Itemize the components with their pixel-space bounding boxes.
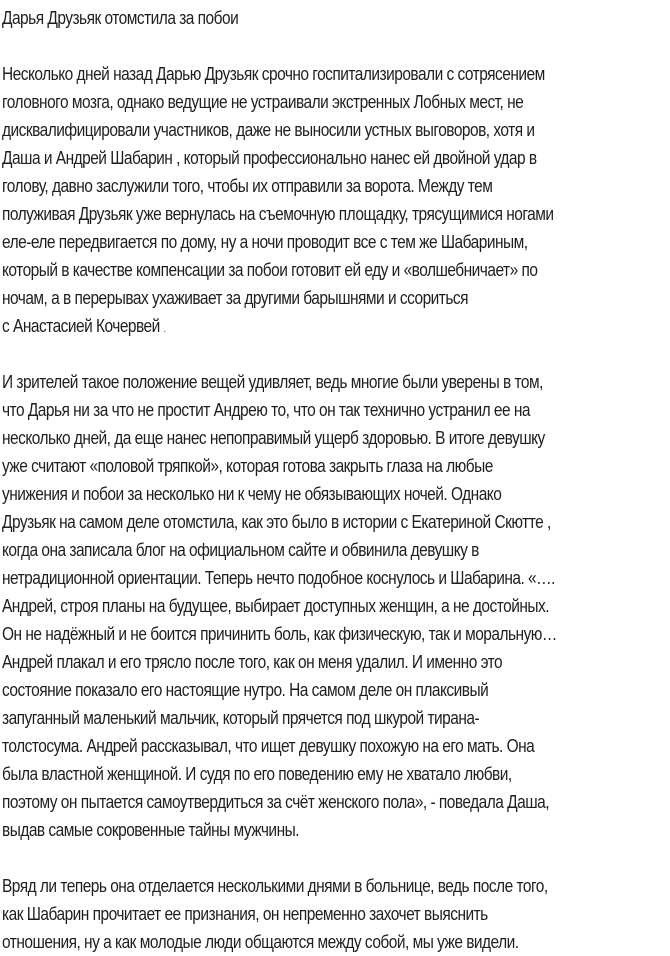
paragraph-line: когда она записала блог на официальном сайте и обвинила девушку в bbox=[2, 540, 479, 560]
paragraph-line: который в качестве компенсации за побои готовит ей еду и «волшебничает» по bbox=[2, 260, 538, 280]
paragraph-line-last bbox=[2, 312, 576, 340]
paragraph-2 bbox=[2, 368, 670, 844]
article bbox=[2, 0, 670, 956]
paragraph-line: полуживая Друзьяк уже вернулась на съемочную площадку, трясущимися ногами bbox=[2, 204, 554, 224]
paragraph-3 bbox=[2, 872, 670, 956]
paragraph-line: Андрей плакал и его трясло после того, как он меня удалил. И именно это bbox=[2, 652, 503, 672]
paragraph-line: поэтому он пытается самоутвердиться за счёт женского пола», - поведала Даша, bbox=[2, 792, 550, 812]
paragraph-line: что Дарья ни за что не простит Андрею то, что он так технично устранил ее на bbox=[2, 400, 531, 420]
paragraph-line: Андрей, строя планы на будущее, выбирает доступных женщин, а не достойных. bbox=[2, 596, 550, 616]
article-title: Дарья Друзьяк отомстила за побои bbox=[2, 8, 239, 28]
paragraph-line: Вряд ли теперь она отделается несколькими днями в больнице, ведь после того, bbox=[2, 876, 548, 896]
paragraph-line: голову, давно заслужили того, чтобы их отправили за ворота. Между тем bbox=[2, 176, 493, 196]
paragraph-1 bbox=[2, 60, 670, 340]
paragraph-line: дисквалифицировали участников, даже не выносили устных выговоров, хотя и bbox=[2, 120, 535, 140]
trailing-dot: . bbox=[163, 324, 166, 335]
paragraph-line: головного мозга, однако ведущие не устраивали экстренных Лобных мест, не bbox=[2, 92, 524, 112]
paragraph-line: унижения и побои за несколько ни к чему не обязывающих ночей. Однако bbox=[2, 484, 502, 504]
paragraph-line: Даша и Андрей Шабарин , который профессионально нанес ей двойной удар в bbox=[2, 148, 537, 168]
paragraph-line: состояние показало его настоящие нутро. На самом деле он плаксивый bbox=[2, 680, 489, 700]
person-link-text: с Анастасией Кочервей bbox=[2, 316, 160, 336]
paragraph-line: запуганный маленький мальчик, который прячется под шкурой тирана- bbox=[2, 708, 480, 728]
paragraph-line: выдав самые сокровенные тайны мужчины. bbox=[2, 820, 299, 840]
paragraph-line: как Шабарин прочитает ее признания, он непременно захочет выяснить bbox=[2, 904, 488, 924]
paragraph-line: уже считают «половой тряпкой», которая готова закрыть глаза на любые bbox=[2, 456, 493, 476]
paragraph-line: нетрадиционной ориентации. Теперь нечто подобное коснулось и Шабарина. «…. bbox=[2, 568, 555, 588]
paragraph-line: Он не надёжный и не боится причинить боль, как физическую, так и моральную… bbox=[2, 624, 557, 644]
paragraph-line: несколько дней, да еще нанес непоправимый ущерб здоровью. В итоге девушку bbox=[2, 428, 545, 448]
paragraph-line: Несколько дней назад Дарью Друзьяк срочно госпитализировали с сотрясением bbox=[2, 64, 545, 84]
paragraph-line: толстосума. Андрей рассказывал, что ищет девушку похожую на его мать. Она bbox=[2, 736, 535, 756]
paragraph-line: ночам, а в перерывах ухаживает за другими барышнями и ссориться bbox=[2, 288, 469, 308]
paragraph-line: была властной женщиной. И судя по его поведению ему не хватало любви, bbox=[2, 764, 512, 784]
paragraph-line: Друзьяк на самом деле отомстила, как это было в истории с Екатериной Скютте , bbox=[2, 512, 551, 532]
paragraph-line: И зрителей такое положение вещей удивляет, ведь многие были уверены в том, bbox=[2, 372, 543, 392]
paragraph-line: отношения, ну а как молодые люди общаются между собой, мы уже видели. bbox=[2, 932, 519, 952]
paragraph-line: еле-еле передвигается по дому, ну а ночи проводит все с тем же Шабариным, bbox=[2, 232, 528, 252]
